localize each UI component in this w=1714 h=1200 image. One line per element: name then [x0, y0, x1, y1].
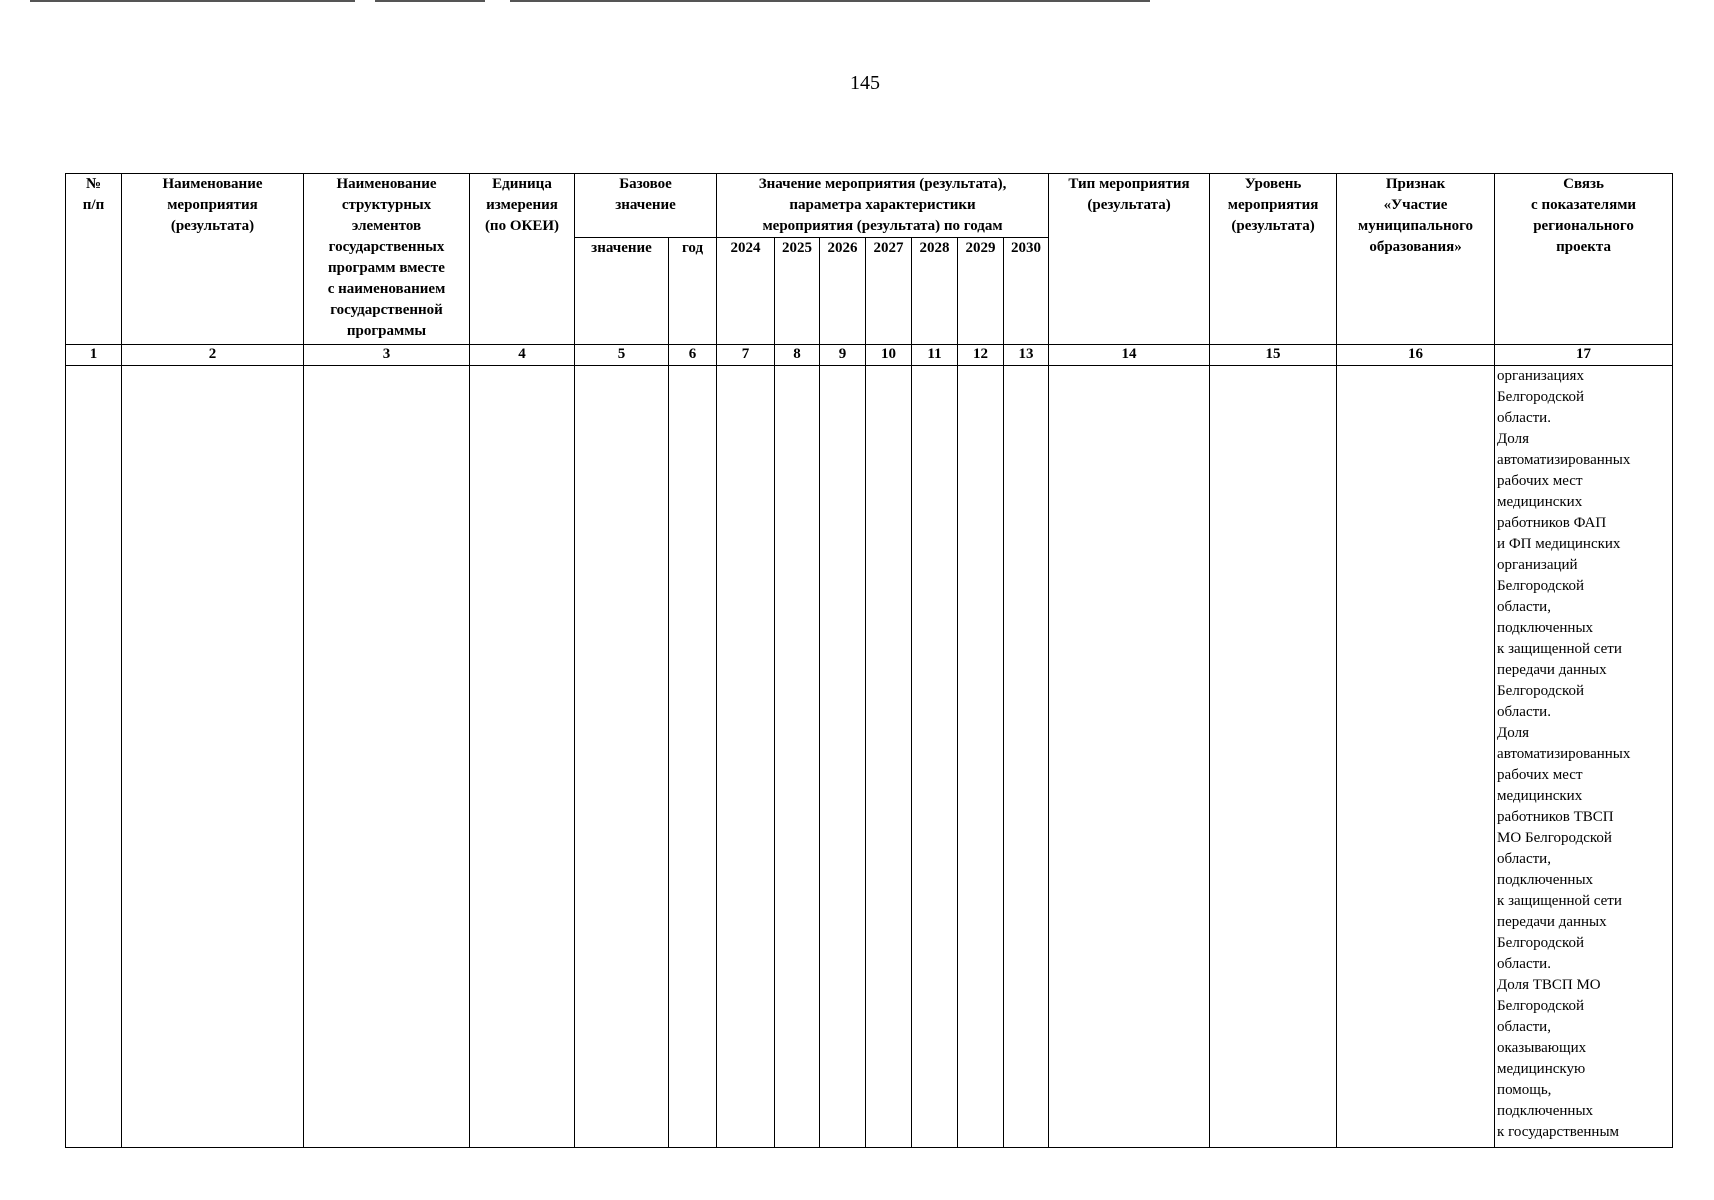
header-measure-level: Уровень мероприятия (результата)	[1210, 174, 1337, 345]
column-number: 16	[1337, 345, 1495, 366]
cell-base-year	[669, 366, 717, 1148]
cell-year-2029	[958, 366, 1004, 1148]
indicator-text-line: медицинскую	[1497, 1061, 1586, 1077]
scan-artifact-line	[30, 0, 355, 2]
header-unit: Единица измерения (по ОКЕИ)	[470, 174, 575, 345]
header-municipal-participation: Признак «Участие муниципального образования»	[1337, 174, 1495, 345]
indicator-text-line: медицинских	[1497, 494, 1583, 510]
header-year: 2029	[958, 238, 1004, 345]
indicator-text-line: подключенных	[1497, 620, 1594, 636]
column-number: 10	[866, 345, 912, 366]
cell-year-2028	[912, 366, 958, 1148]
indicator-text-line: Доля	[1497, 725, 1529, 741]
indicator-text-line: к государственным	[1497, 1124, 1620, 1140]
header-structural-elements: Наименование структурных элементов государственных программ вместе с наименованием государственной программы	[304, 174, 470, 345]
cell-measure-type	[1049, 366, 1210, 1148]
header-row-1	[66, 174, 1673, 238]
indicator-text-line: подключенных	[1497, 872, 1594, 888]
indicator-text-line: оказывающих	[1497, 1040, 1587, 1056]
column-number: 6	[669, 345, 717, 366]
column-number: 17	[1495, 345, 1673, 366]
indicator-text-line: организациях	[1497, 368, 1584, 384]
indicator-text-line: Белгородской	[1497, 578, 1584, 594]
column-number: 3	[304, 345, 470, 366]
column-number: 1	[66, 345, 122, 366]
indicator-text-line: работников ТВСП	[1497, 809, 1614, 825]
cell-year-2030	[1004, 366, 1049, 1148]
indicator-text-line: МО Белгородской	[1497, 830, 1612, 846]
page-number: 145	[850, 72, 880, 94]
indicator-text-line: автоматизированных	[1497, 452, 1631, 468]
column-number: 11	[912, 345, 958, 366]
header-year: 2025	[775, 238, 820, 345]
cell-year-2026	[820, 366, 866, 1148]
header-year: 2028	[912, 238, 958, 345]
cell-measure-level	[1210, 366, 1337, 1148]
indicator-text-line: Белгородской	[1497, 935, 1584, 951]
indicator-text-line: Белгородской	[1497, 998, 1584, 1014]
cell-number	[66, 366, 122, 1148]
indicator-text-line: области.	[1497, 410, 1551, 426]
measures-table	[65, 173, 1673, 1148]
indicator-text-line: работников ФАП	[1497, 515, 1607, 531]
column-number-row	[66, 345, 1673, 366]
cell-measure-name	[122, 366, 304, 1148]
header-year: 2026	[820, 238, 866, 345]
header-year: 2024	[717, 238, 775, 345]
header-measure-type: Тип мероприятия (результата)	[1049, 174, 1210, 345]
indicator-text-line: области.	[1497, 956, 1551, 972]
cell-link-to-indicators	[1495, 366, 1673, 1148]
indicator-text-line: к защищенной сети	[1497, 641, 1622, 657]
column-number: 13	[1004, 345, 1049, 366]
header-values-by-year: Значение мероприятия (результата), параметра характеристики мероприятия (результата) по годам	[717, 174, 1049, 238]
header-number: № п/п	[66, 174, 122, 345]
indicator-text-line: к защищенной сети	[1497, 893, 1622, 909]
cell-municipal-participation	[1337, 366, 1495, 1148]
indicator-text-line: рабочих мест	[1497, 473, 1583, 489]
header-year: 2030	[1004, 238, 1049, 345]
indicator-text-line: подключенных	[1497, 1103, 1594, 1119]
indicator-text-line: и ФП медицинских	[1497, 536, 1621, 552]
indicator-text-line: помощь,	[1497, 1082, 1552, 1098]
header-base-value-year: год	[669, 238, 717, 345]
column-number: 7	[717, 345, 775, 366]
cell-year-2025	[775, 366, 820, 1148]
cell-year-2024	[717, 366, 775, 1148]
column-number: 15	[1210, 345, 1337, 366]
header-year: 2027	[866, 238, 912, 345]
table-row	[66, 366, 1673, 1148]
cell-year-2027	[866, 366, 912, 1148]
indicator-text-line: Доля	[1497, 431, 1529, 447]
column-number: 14	[1049, 345, 1210, 366]
indicator-text-line: рабочих мест	[1497, 767, 1583, 783]
indicator-text-line: Доля ТВСП МО	[1497, 977, 1601, 993]
scan-artifact-line	[375, 0, 485, 2]
column-number: 8	[775, 345, 820, 366]
column-number: 12	[958, 345, 1004, 366]
indicator-text-line: области,	[1497, 1019, 1551, 1035]
column-number: 4	[470, 345, 575, 366]
indicator-text-line: передачи данных	[1497, 662, 1607, 678]
header-base-value: Базовое значение	[575, 174, 717, 238]
cell-base-value	[575, 366, 669, 1148]
column-number: 5	[575, 345, 669, 366]
header-measure-name: Наименование мероприятия (результата)	[122, 174, 304, 345]
indicator-text-line: медицинских	[1497, 788, 1583, 804]
column-number: 2	[122, 345, 304, 366]
indicator-text-line: области,	[1497, 851, 1551, 867]
indicator-text-line: области,	[1497, 599, 1551, 615]
scan-artifact-line	[510, 0, 1150, 2]
header-link-to-indicators: Связь с показателями регионального проекта	[1495, 174, 1673, 345]
indicator-text-line: организаций	[1497, 557, 1578, 573]
indicator-text-line: области.	[1497, 704, 1551, 720]
header-base-value-value: значение	[575, 238, 669, 345]
cell-structural-elements	[304, 366, 470, 1148]
indicator-text-line: передачи данных	[1497, 914, 1607, 930]
indicator-text-line: Белгородской	[1497, 683, 1584, 699]
column-number: 9	[820, 345, 866, 366]
indicator-text-line: автоматизированных	[1497, 746, 1631, 762]
cell-unit	[470, 366, 575, 1148]
indicator-text-line: Белгородской	[1497, 389, 1584, 405]
